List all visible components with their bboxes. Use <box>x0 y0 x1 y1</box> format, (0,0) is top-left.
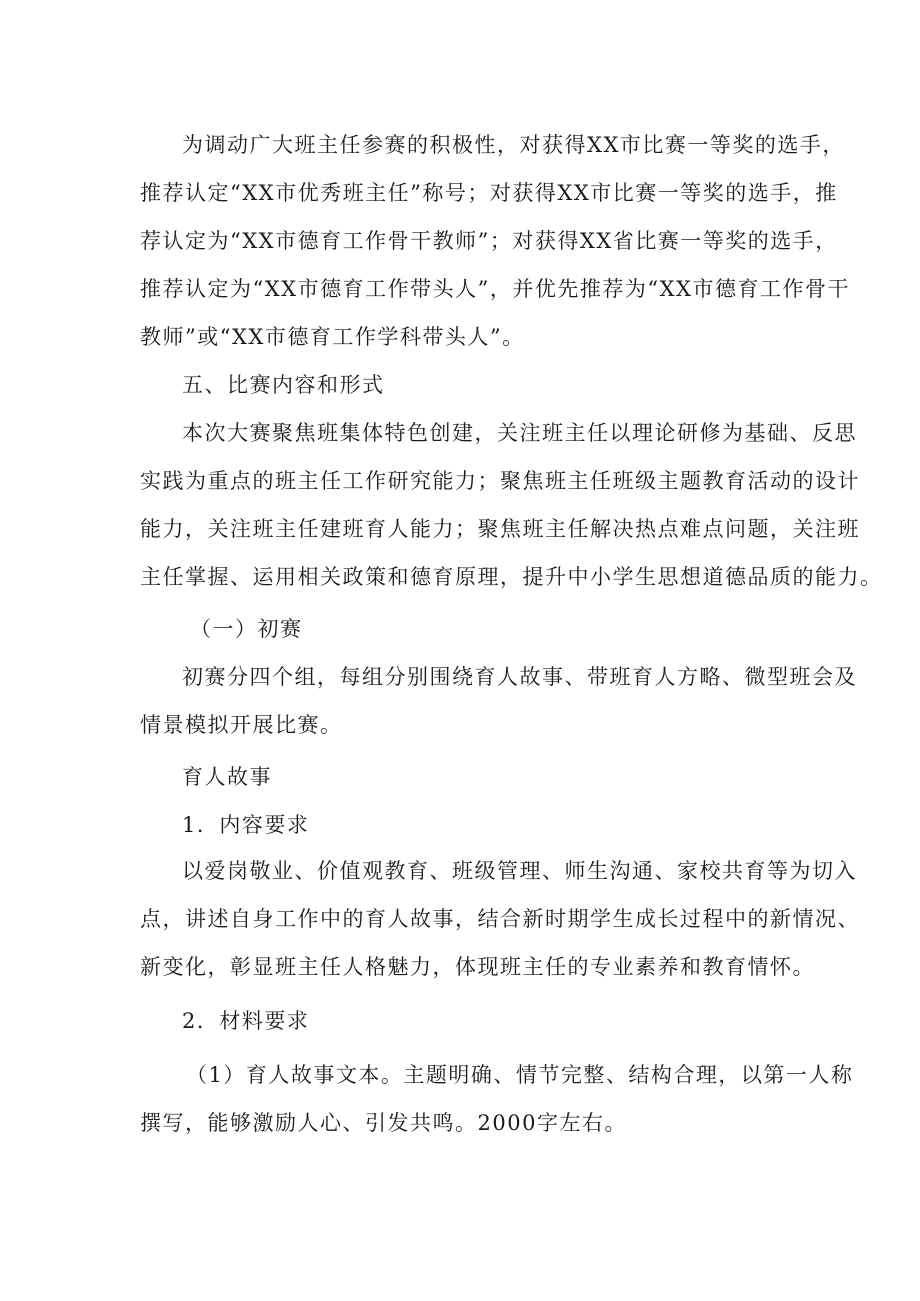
paragraph-line: 本次大赛聚焦班集体特色创建，关注班主任以理论研修为基础、反思 <box>182 421 857 445</box>
paragraph-line: 为调动广大班主任参赛的积极性，对获得XX市比赛一等奖的选手， <box>182 133 845 157</box>
paragraph-line: 推荐认定“XX市优秀班主任”称号；对获得XX市比赛一等奖的选手，推 <box>140 181 838 205</box>
paragraph-line: 能力，关注班主任建班育人能力；聚焦班主任解决热点难点问题，关注班 <box>140 517 860 541</box>
paragraph-line: 初赛分四个组，每组分别围绕育人故事、带班育人方略、微型班会及 <box>182 665 857 689</box>
paragraph-line: 教师”或“XX市德育工作学科带头人”。 <box>140 325 525 349</box>
paragraph-line: 以爱岗敬业、价值观教育、班级管理、师生沟通、家校共育等为切入 <box>182 859 857 883</box>
paragraph-line: 推荐认定为“XX市德育工作带头人”，并优先推荐为“XX市德育工作骨干 <box>140 277 851 301</box>
paragraph-line: （1）育人故事文本。主题明确、情节完整、结构合理，以第一人称 <box>186 1063 854 1087</box>
paragraph-line: 荐认定为“XX市德育工作骨干教师”；对获得XX省比赛一等奖的选手， <box>140 229 838 253</box>
subsection-heading: （一）初赛 <box>190 617 303 641</box>
paragraph-line: 情景模拟开展比赛。 <box>140 713 343 737</box>
paragraph-line: 点，讲述自身工作中的育人故事，结合新时期学生成长过程中的新情况、 <box>140 907 860 931</box>
paragraph-line: 新变化，彰显班主任人格魅力，体现班主任的专业素养和教育情怀。 <box>140 955 815 979</box>
paragraph-line: 实践为重点的班主任工作研究能力；聚焦班主任班级主题教育活动的设计 <box>140 469 860 493</box>
section-heading: 五、比赛内容和形式 <box>182 373 385 397</box>
group-heading: 育人故事 <box>182 765 272 789</box>
item-heading: 1．内容要求 <box>182 813 310 837</box>
item-heading: 2．材料要求 <box>182 1009 310 1033</box>
paragraph-line: 主任掌握、运用相关政策和德育原理，提升中小学生思想道德品质的能力。 <box>140 565 883 589</box>
paragraph-line: 撰写，能够激励人心、引发共鸣。2000字左右。 <box>140 1111 627 1135</box>
